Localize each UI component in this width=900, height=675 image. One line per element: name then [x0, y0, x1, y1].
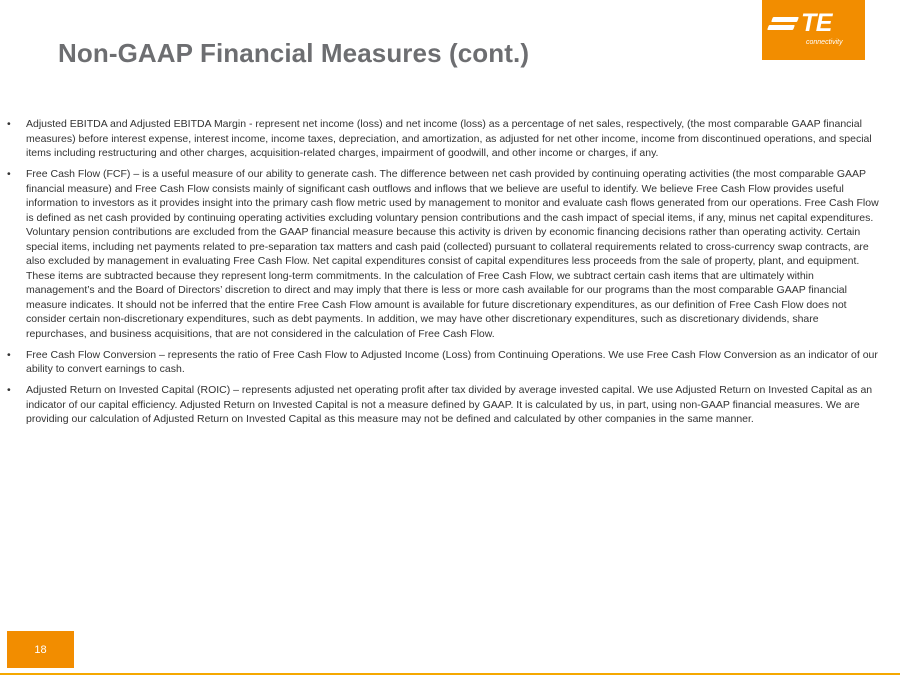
te-connectivity-logo	[762, 0, 865, 60]
bullet-text: Adjusted Return on Invested Capital (ROIC) – represents adjusted net operating profit after tax divided by average invested capital. We use Adjusted Return on Invested Capital as an indicator of our capital efficiency. Adjusted Return on Invested Capital is not a measure defined by GAAP. It is calculated by us, in part, using non-GAAP financial measures. We are providing our calculation of Adjusted Return on Invested Capital as this measure may not be defined and calculated by other companies in the same manner.	[26, 384, 873, 425]
logo-stripe-bottom	[767, 25, 795, 30]
page-number: 18	[7, 631, 74, 668]
bullet-free-cash-flow-conversion	[7, 348, 880, 377]
bullet-adjusted-ebitda	[7, 117, 880, 161]
bullet-free-cash-flow	[7, 167, 880, 341]
definitions-list	[7, 117, 880, 433]
bullet-icon: •	[7, 118, 11, 130]
bullet-icon: •	[7, 348, 11, 361]
logo-tagline: connectivity	[806, 39, 843, 46]
logo-wordmark: TE	[801, 9, 832, 37]
logo-stripe-top	[771, 17, 799, 22]
bullet-icon: •	[7, 168, 11, 180]
bullet-adjusted-roic	[7, 383, 880, 427]
bullet-text: Adjusted EBITDA and Adjusted EBITDA Margin - represent net income (loss) and net income (loss) as a percentage of net sales, respectively, (the most comparable GAAP financial measures) before interest expense, interest income, income taxes, depreciation, and amortization, as adjusted for net other income, income from discontinued operations, and special items including restructuring and other charges, acquisition-related charges, impairment of goodwill, and other income or charges, if any.	[26, 118, 872, 159]
bullet-text: Free Cash Flow (FCF) – is a useful measure of our ability to generate cash. The difference between net cash provided by continuing operating activities (the most comparable GAAP financial measure) and Free Cash Flow consists mainly of significant cash outflows and inflows that we believe are useful to identify. We believe Free Cash Flow provides useful information to investors as it provides insight into the primary cash flow metric used by management to monitor and evaluate cash flows generated from our operations. Free Cash Flow is defined as net cash provided by continuing operating activities excluding voluntary pension contributions and the cash impact of special items, if any, minus net capital expenditures. Voluntary pension contributions are excluded from the GAAP financial measure because this activity is driven by economic financing decisions rather than operating activity. Certain special items, including net payments related to pre-separation tax matters and cash paid (collected) pursuant to collateral requirements related to cross-currency swap contracts, are also excluded by management in evaluating Free Cash Flow. Net capital expenditures consist of capital expenditures less proceeds from the sale of property, plant, and equipment. These items are subtracted because they represent long-term commitments. In the calculation of Free Cash Flow, we subtract certain cash items that are ultimately within management’s and the Board of Directors’ discretion to direct and may imply that there is less or more cash available for our programs than the most comparable GAAP financial measure indicates. It should not be inferred that the entire Free Cash Flow amount is available for future discretionary expenditures, as our definition of Free Cash Flow does not consider certain non-discretionary expenditures, such as debt payments. In addition, we may have other discretionary expenditures, such as discretionary dividends, share repurchases, and business acquisitions, that are not considered in the calculation of Free Cash Flow.	[26, 168, 879, 340]
slide-title: Non-GAAP Financial Measures (cont.)	[58, 38, 530, 68]
bullet-text: Free Cash Flow Conversion – represents the ratio of Free Cash Flow to Adjusted Income (Loss) from Continuing Operations. We use Free Cash Flow Conversion as an indicator of our ability to convert earnings to cash.	[26, 348, 878, 375]
bullet-icon: •	[7, 384, 11, 396]
